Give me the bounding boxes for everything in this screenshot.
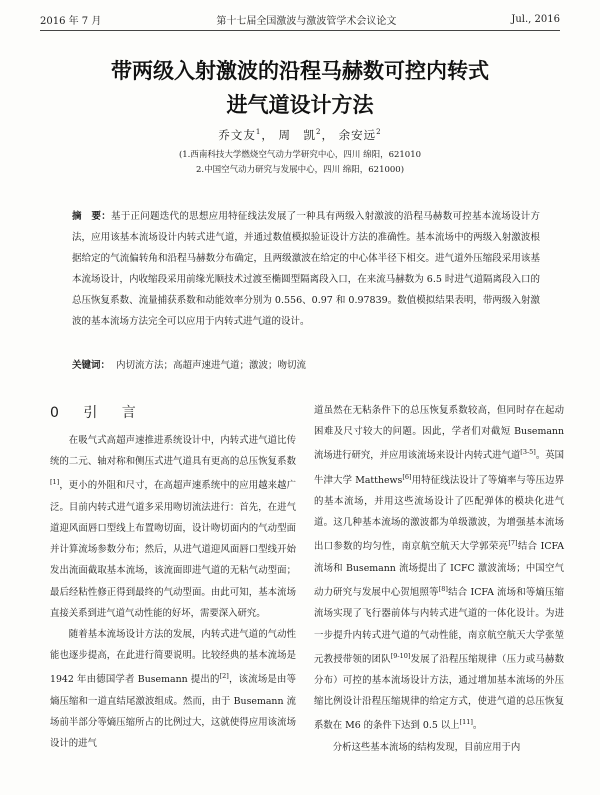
keywords-label: 关键词： bbox=[72, 360, 111, 371]
body-paragraph bbox=[50, 624, 296, 754]
abstract bbox=[72, 206, 540, 332]
body-text: ，更小的外阻和尺寸，在高超声速系统中的应用越来越广泛。目前内转式进气道多采用吻切流法进行：首先，在进气道迎风面唇口型线上布置吻切面，设计吻切面内的气动型面并计算流场参数分布；然后，从进气道迎风面唇口型线开始发出流面截取基本流场，该流面即进气道的无粘气动型面；最后经粘性修正得到最终的气动型面。由此可知，基本流场直接关系到进气道气动性能的好坏，需要深入研究。 bbox=[50, 480, 296, 619]
keywords bbox=[72, 358, 540, 374]
body-text: 结合 ICFA 流场和等熵压缩流场实现了飞行器前体与内转式进气道的一体化设计。为进一步提升内转式进气道的气动性能，南京航空航天大学张堃元教授带领的团队 bbox=[314, 587, 564, 665]
section-heading: 0 引 言 bbox=[50, 405, 146, 421]
title-line-2: 进气道设计方法 bbox=[226, 93, 374, 117]
body-text: 结合 ICFA 流场和 Busemann 流场提出了 ICFC 激波流场；中国空气动力研究与发展中心贺旭照等 bbox=[314, 541, 564, 599]
body-text: 用特征线法设计了等熵率与等压边界的基本流场，并用这些流场设计了匹配弹体的模块化进气道。这几种基本流场的激波都为单级激波，为增强基本流场出口参数的均匀性，南京航空航天大学郭荣亮 bbox=[314, 474, 564, 553]
body-text: 随着基本流场设计方法的发展，内转式进气道的气动性能也逐步提高，在此进行简要说明。比较经典的基本流场是 1942 年由德国学者 Busemann 提出的 bbox=[50, 628, 296, 686]
body-text: ，该流场是由等熵压缩和一道直结尾激波组成。然而，由于 Busemann 流场前半部分等熵压缩所占的比例过大，这就使得应用该流场设计的进气 bbox=[50, 674, 296, 750]
header-conference: 第十七届全国激波与激波管学术会议论文 bbox=[216, 15, 397, 27]
citation: [9-10] bbox=[390, 651, 411, 660]
body-column-left bbox=[50, 430, 296, 754]
citation: [2] bbox=[219, 672, 229, 681]
body-paragraph bbox=[314, 400, 564, 737]
body-paragraph bbox=[50, 430, 296, 624]
body-paragraph bbox=[314, 737, 564, 758]
abstract-label: 摘 要： bbox=[72, 211, 112, 222]
keywords-text: 内切流方法；高超声速进气道；激波；吻切流 bbox=[116, 360, 307, 371]
paper-title bbox=[40, 54, 560, 122]
affiliations bbox=[0, 148, 600, 178]
body-text: 。英国牛津大学 Matthews bbox=[314, 450, 564, 486]
header-rule bbox=[40, 30, 560, 31]
author-3: 余安远 bbox=[338, 128, 377, 142]
author-1: 乔文友 bbox=[218, 128, 256, 142]
citation: [6] bbox=[402, 472, 412, 481]
author-2: 周 凯 bbox=[278, 128, 317, 142]
running-header bbox=[40, 10, 560, 28]
body-text: 道虽然在无粘条件下的总压恢复系数较高，但同时存在起动困难及尺寸较大的问题。因此，学者们对截短 Busemann 流场进行研究，并应用该流场来设计内转式进气道 bbox=[314, 405, 564, 462]
body-column-right bbox=[314, 400, 564, 758]
body-text: 发展了沿程压缩规律（压力或马赫数分布）可控的基本流场设计方法，通过增加基本流场的外压缩比例设计沿程压缩规律的给定方式，使进气道的总压恢复系数在 M6 的条件下达到 0.5 以上 bbox=[314, 653, 564, 732]
citation: [7] bbox=[508, 539, 518, 548]
body-text: 分析这些基本流场的结构发现，目前应用于内 bbox=[332, 741, 521, 753]
author-3-affil: 2 bbox=[376, 128, 382, 137]
header-date-en: Jul., 2016 bbox=[511, 13, 560, 25]
citation: [11] bbox=[459, 718, 473, 727]
citation: [3-5] bbox=[520, 448, 536, 457]
abstract-text: 基于正问题迭代的思想应用特征线法发展了一种具有两级入射激波的沿程马赫数可控基本流场设计方法，应用该基本流场设计内转式进气道，并通过数值模拟验证设计方法的准确性。基本流场中的两级入射激波根据给定的气流偏转角和沿程马赫数分布确定，且两级激波在给定的中心体半径下相交。进气道外压缩段采用该基本流场设计，内收缩段采用前缘光顺技术过渡至椭圆型隔离段入口，在来流马赫数为 6.5 时进气道隔离段入口的总压恢复系数、流量捕获系数和动能效率分别为 0.556、0.97 和 0.97839。数值模拟结果表明，带两级入射激波的基本流场方法完全可以应用于内转式进气道的设计。 bbox=[72, 211, 540, 327]
author-2-affil: 2 bbox=[316, 128, 322, 137]
body-text: 在吸气式高超声速推进系统设计中，内转式进气道比传统的二元、轴对称和侧压式进气道具有更高的总压恢复系数 bbox=[50, 435, 296, 468]
affiliation-2: 2.中国空气动力研究与发展中心，四川 绵阳，621000) bbox=[195, 165, 405, 175]
title-line-1: 带两级入射激波的沿程马赫数可控内转式 bbox=[111, 59, 489, 83]
citation: [8] bbox=[438, 585, 448, 593]
header-date: 2016 年 7 月 bbox=[40, 15, 102, 27]
author-list: 乔文友$^1$， 周 凯$^2$， 余安远$^2$ bbox=[218, 128, 382, 142]
affiliation-1: (1.西南科技大学燃烧空气动力学研究中心，四川 绵阳，621010 bbox=[178, 150, 422, 160]
body-text: 。 bbox=[472, 720, 483, 732]
author-1-affil: 1 bbox=[255, 128, 262, 137]
citation: [1] bbox=[50, 478, 60, 487]
